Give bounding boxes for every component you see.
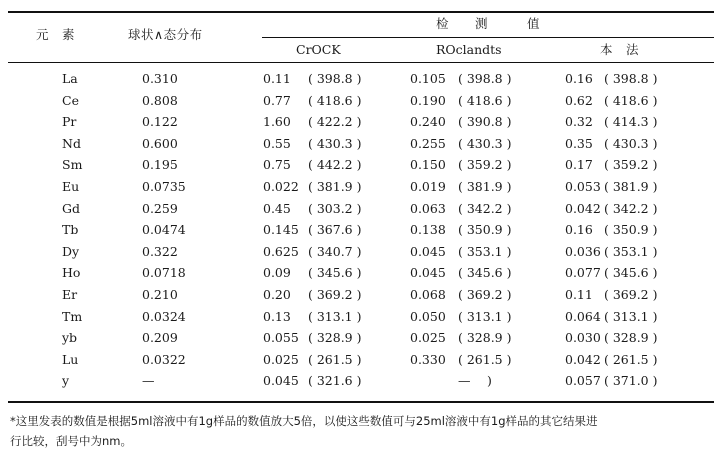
row-crock-wavelength: ( 369.2 ) xyxy=(308,287,362,302)
row-roclandts-value: 0.045 xyxy=(410,265,446,280)
row-roclandts-wavelength: ( 418.6 ) xyxy=(458,93,512,108)
row-spherical: 0.210 xyxy=(142,287,178,302)
row-spherical: 0.0735 xyxy=(142,179,186,194)
row-roclandts-wavelength: ( 313.1 ) xyxy=(458,309,512,324)
row-element: Pr xyxy=(62,114,77,129)
row-this-wavelength: ( 350.9 ) xyxy=(604,222,658,237)
row-this-value: 0.35 xyxy=(565,136,593,151)
row-roclandts-value: 0.063 xyxy=(410,201,446,216)
row-this-wavelength: ( 313.1 ) xyxy=(604,309,658,324)
row-spherical: 0.322 xyxy=(142,244,178,259)
row-this-value: 0.16 xyxy=(565,71,593,86)
row-roclandts-value: 0.255 xyxy=(410,136,446,151)
row-this-value: 0.077 xyxy=(565,265,601,280)
row-spherical: 0.0322 xyxy=(142,352,186,367)
row-this-wavelength: ( 345.6 ) xyxy=(604,265,658,280)
row-this-wavelength: ( 369.2 ) xyxy=(604,287,658,302)
row-element: Lu xyxy=(62,352,79,367)
row-element: Ce xyxy=(62,93,79,108)
row-crock-wavelength: ( 345.6 ) xyxy=(308,265,362,280)
row-roclandts-value: 0.019 xyxy=(410,179,446,194)
row-crock-value: 0.55 xyxy=(263,136,291,151)
header-detect: 检 测 值 xyxy=(436,16,541,31)
row-element: Gd xyxy=(62,201,80,216)
row-roclandts-wavelength: ( 390.8 ) xyxy=(458,114,512,129)
row-this-value: 0.16 xyxy=(565,222,593,237)
header-method-this: 本 法 xyxy=(600,42,640,57)
row-this-wavelength: ( 418.6 ) xyxy=(604,93,658,108)
row-this-wavelength: ( 381.9 ) xyxy=(604,179,658,194)
row-roclandts-wavelength: ( 350.9 ) xyxy=(458,222,512,237)
row-spherical: 0.808 xyxy=(142,93,178,108)
row-crock-wavelength: ( 321.6 ) xyxy=(308,373,362,388)
row-element: Nd xyxy=(62,136,81,151)
row-roclandts-value: 0.190 xyxy=(410,93,446,108)
row-crock-value: 0.13 xyxy=(263,309,291,324)
row-this-value: 0.053 xyxy=(565,179,601,194)
row-crock-value: 0.145 xyxy=(263,222,299,237)
row-this-value: 0.030 xyxy=(565,330,601,345)
row-spherical: 0.0324 xyxy=(142,309,186,324)
footnote-line-2: 行比较，刮号中为nm。 xyxy=(10,434,132,448)
row-element: y xyxy=(62,373,70,388)
row-roclandts-wavelength: ( 342.2 ) xyxy=(458,201,512,216)
row-this-value: 0.32 xyxy=(565,114,593,129)
row-roclandts-wavelength: ( 369.2 ) xyxy=(458,287,512,302)
row-roclandts-value: 0.240 xyxy=(410,114,446,129)
row-crock-value: 0.75 xyxy=(263,157,291,172)
row-crock-value: 1.60 xyxy=(263,114,291,129)
row-this-wavelength: ( 353.1 ) xyxy=(604,244,658,259)
row-spherical: 0.0718 xyxy=(142,265,186,280)
row-this-wavelength: ( 414.3 ) xyxy=(604,114,658,129)
row-element: La xyxy=(62,71,78,86)
row-crock-value: 0.022 xyxy=(263,179,299,194)
row-roclandts-value: 0.150 xyxy=(410,157,446,172)
row-this-wavelength: ( 359.2 ) xyxy=(604,157,658,172)
row-roclandts-wavelength: ( 398.8 ) xyxy=(458,71,512,86)
row-roclandts-wavelength: ( 261.5 ) xyxy=(458,352,512,367)
row-this-value: 0.057 xyxy=(565,373,601,388)
row-roclandts-value: 0.045 xyxy=(410,244,446,259)
row-roclandts-value: 0.105 xyxy=(410,71,446,86)
row-this-value: 0.042 xyxy=(565,352,601,367)
row-this-value: 0.064 xyxy=(565,309,601,324)
header-method-roclandts: ROclandts xyxy=(436,42,502,57)
row-crock-wavelength: ( 430.3 ) xyxy=(308,136,362,151)
row-this-wavelength: ( 430.3 ) xyxy=(604,136,658,151)
row-this-wavelength: ( 371.0 ) xyxy=(604,373,658,388)
row-this-value: 0.62 xyxy=(565,93,593,108)
row-this-wavelength: ( 342.2 ) xyxy=(604,201,658,216)
row-element: Dy xyxy=(62,244,80,259)
row-element: Ho xyxy=(62,265,81,280)
row-crock-wavelength: ( 422.2 ) xyxy=(308,114,362,129)
row-element: Eu xyxy=(62,179,80,194)
row-spherical: — xyxy=(142,373,155,388)
row-roclandts-wavelength: ( 381.9 ) xyxy=(458,179,512,194)
row-this-value: 0.042 xyxy=(565,201,601,216)
row-roclandts-wavelength: ( 328.9 ) xyxy=(458,330,512,345)
row-roclandts-wavelength: — ) xyxy=(458,373,492,388)
row-crock-value: 0.045 xyxy=(263,373,299,388)
row-spherical: 0.600 xyxy=(142,136,178,151)
row-element: yb xyxy=(62,330,78,345)
row-element: Tb xyxy=(62,222,79,237)
row-this-value: 0.036 xyxy=(565,244,601,259)
row-crock-value: 0.77 xyxy=(263,93,291,108)
row-this-wavelength: ( 261.5 ) xyxy=(604,352,658,367)
row-crock-value: 0.45 xyxy=(263,201,291,216)
row-crock-value: 0.20 xyxy=(263,287,291,302)
row-element: Sm xyxy=(62,157,83,172)
row-spherical: 0.122 xyxy=(142,114,178,129)
row-crock-value: 0.055 xyxy=(263,330,299,345)
row-roclandts-value: 0.025 xyxy=(410,330,446,345)
footnote-line-1: *这里发表的数值是根据5ml溶液中有1g样品的数值放大5倍，以使这些数值可与25ml溶液中有1g样品的其它结果进 xyxy=(10,414,598,428)
row-element: Tm xyxy=(62,309,83,324)
row-this-wavelength: ( 328.9 ) xyxy=(604,330,658,345)
row-crock-wavelength: ( 418.6 ) xyxy=(308,93,362,108)
row-roclandts-wavelength: ( 345.6 ) xyxy=(458,265,512,280)
row-crock-wavelength: ( 303.2 ) xyxy=(308,201,362,216)
row-this-wavelength: ( 398.8 ) xyxy=(604,71,658,86)
row-crock-wavelength: ( 398.8 ) xyxy=(308,71,362,86)
header-bottom-rule xyxy=(8,62,714,63)
row-crock-wavelength: ( 381.9 ) xyxy=(308,179,362,194)
detect-subheader-rule xyxy=(262,37,714,38)
row-spherical: 0.310 xyxy=(142,71,178,86)
row-crock-wavelength: ( 313.1 ) xyxy=(308,309,362,324)
row-crock-value: 0.625 xyxy=(263,244,299,259)
header-method-crock: CrOCK xyxy=(296,42,341,57)
row-crock-wavelength: ( 328.9 ) xyxy=(308,330,362,345)
row-roclandts-value: 0.050 xyxy=(410,309,446,324)
row-this-value: 0.17 xyxy=(565,157,593,172)
row-roclandts-wavelength: ( 359.2 ) xyxy=(458,157,512,172)
header-element: 元 素 xyxy=(36,27,76,42)
row-roclandts-value: 0.138 xyxy=(410,222,446,237)
row-spherical: 0.195 xyxy=(142,157,178,172)
row-spherical: 0.0474 xyxy=(142,222,186,237)
bottom-rule xyxy=(8,401,714,403)
row-crock-wavelength: ( 261.5 ) xyxy=(308,352,362,367)
row-crock-value: 0.025 xyxy=(263,352,299,367)
row-roclandts-wavelength: ( 430.3 ) xyxy=(458,136,512,151)
row-spherical: 0.209 xyxy=(142,330,178,345)
row-element: Er xyxy=(62,287,78,302)
row-crock-wavelength: ( 442.2 ) xyxy=(308,157,362,172)
row-crock-wavelength: ( 340.7 ) xyxy=(308,244,362,259)
row-roclandts-value: 0.068 xyxy=(410,287,446,302)
row-crock-value: 0.11 xyxy=(263,71,291,86)
top-rule xyxy=(8,11,714,13)
row-spherical: 0.259 xyxy=(142,201,178,216)
row-crock-wavelength: ( 367.6 ) xyxy=(308,222,362,237)
row-roclandts-value: 0.330 xyxy=(410,352,446,367)
row-roclandts-wavelength: ( 353.1 ) xyxy=(458,244,512,259)
row-crock-value: 0.09 xyxy=(263,265,291,280)
header-spherical: 球状∧态分布 xyxy=(128,27,203,42)
row-this-value: 0.11 xyxy=(565,287,593,302)
